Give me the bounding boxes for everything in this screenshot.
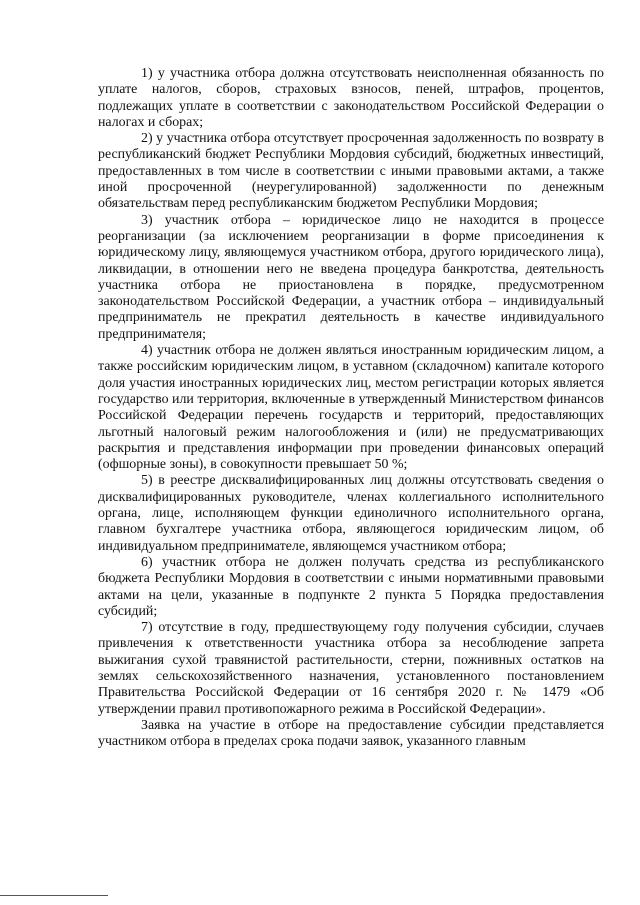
paragraph-application: Заявка на участие в отборе на предоставление субсидии представляется участником отбора в пределах срока подачи заявок, указанного главным: [98, 717, 604, 750]
paragraph-item-2: 2) у участника отбора отсутствует просроченная задолженность по возврату в республиканский бюджет Республики Мордовия субсидий, бюджетных инвестиций, предоставленных в том числе в соответствии с иными правовыми актами, а также иной просроченной (неурегулированной) задолженности по денежным обязательствам перед республиканским бюджетом Республики Мордовия;: [98, 131, 604, 212]
paragraph-item-1: 1) у участника отбора должна отсутствовать неисполненная обязанность по уплате налогов, сборов, страховых взносов, пеней, штрафов, процентов, подлежащих уплате в соответствии с законодательством Российской Федерации о налогах и сборах;: [98, 66, 604, 130]
paragraph-item-5: 5) в реестре дисквалифицированных лиц должны отсутствовать сведения о дисквалифицированных руководителе, членах коллегиального исполнительного органа, лице, исполняющем функции единоличного исполнительного органа, главном бухгалтере участника отбора, являющегося юридическим лицом, об индивидуальном предпринимателе, являющемся участником отбора;: [98, 473, 604, 554]
footnote-divider: [0, 895, 108, 896]
paragraph-item-7: 7) отсутствие в году, предшествующему году получения субсидии, случаев привлечения к ответственности участника отбора за несоблюдение запрета выжигания сухой травянистой растительности, стерни, пожнивных остатков на землях сельскохозяйственного назначения, установленного постановлением Правительства Российской Федерации от 16 сентября 2020 г. № 1479 «Об утверждении правил противопожарного режима в Российской Федерации».: [98, 620, 604, 717]
paragraph-item-6: 6) участник отбора не должен получать средства из республиканского бюджета Республики Мордовия в соответствии с иными нормативными правовыми актами на цели, указанные в подпункте 2 пункта 5 Порядка предоставления субсидий;: [98, 554, 604, 619]
document-body: [98, 66, 604, 750]
paragraph-item-4: 4) участник отбора не должен являться иностранным юридическим лицом, а также российским юридическим лицом, в уставном (складочном) капитале которого доля участия иностранных юридических лиц, местом регистрации которых является государство или территория, включенные в утвержденный Министерством финансов Российской Федерации перечень государств и территорий, предоставляющих льготный налоговый режим налогообложения и (или) не предусматривающих раскрытия и представления информации при проведении финансовых операций (офшорные зоны), в совокупности превышает 50 %;: [98, 343, 604, 473]
paragraph-item-3: 3) участник отбора – юридическое лицо не находится в процессе реорганизации (за исключением реорганизации в форме присоединения к юридическому лицу, являющемуся участником отбора, другого юридического лица), ликвидации, в отношении него не введена процедура банкротства, деятельность участника отбора не приостановлена в порядке, предусмотренном законодательством Российской Федерации, а участник отбора – индивидуальный предприниматель не прекратил деятельность в качестве индивидуального предпринимателя;: [98, 212, 604, 342]
